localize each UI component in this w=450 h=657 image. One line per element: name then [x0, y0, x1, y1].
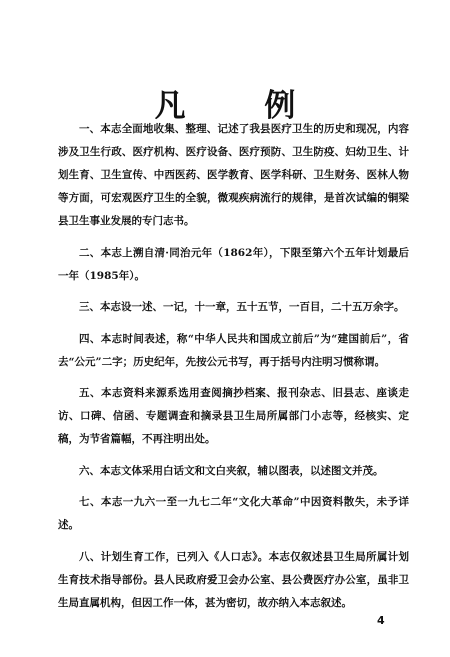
- paragraph-7: 七、本志一九六一至一九七二年“文化大革命”中因资料散失，未予详述。: [58, 496, 409, 531]
- paragraph-6: 六、本志文体采用白话文和文白夹叙，辅以图表，以述图文并茂。: [79, 464, 384, 477]
- paragraph-2: 二、本志上溯自清·同治元年（1862年），下限至第六个五年计划最后一年（1985年）。: [58, 246, 409, 282]
- paragraph-8: 八、计划生育工作，已列入《人口志》。本志仅叙述县卫生局所属计划生育技术指导部份。县人民政府爱卫会办公室、县公费医疗办公室，虽非卫生局直属机构，但因工作一体，甚为密切，故亦纳入本志叙述。: [58, 550, 409, 609]
- paragraph-3: 三、本志设一述、一记，十一章，五十五节，一百目，二十五万余字。: [79, 301, 405, 313]
- page-number: 4: [377, 614, 385, 627]
- paragraph-4: 四、本志时间表述，称“中华人民共和国成立前后”为“建国前后”，省去“公元”二字；历史纪年，先按公元书写，再于括号内注明习惯称谓。: [58, 332, 409, 368]
- document-body: [58, 118, 409, 623]
- paragraph-5: 五、本志资料来源系选用查阅摘抄档案、报刊杂志、旧县志、座谈走访、口碑、信函、专题调查和摘录县卫生局所属部门小志等，经核实、定稿，为节省篇幅，不再注明出处。: [58, 387, 409, 445]
- paragraph-1: 一、本志全面地收集、整理、记述了我县医疗卫生的历史和现况，内容涉及卫生行政、医疗机构、医疗设备、医疗预防、卫生防疫、妇幼卫生、计划生育、卫生宣传、中西医药、医学教育、医学科研、卫生财务、医林人物等方面，可宏观医疗卫生的全貌，微观疾病流行的规律，是首次试编的铜梁县卫生事业发展的专门志书。: [58, 123, 409, 227]
- page-title: 凡 例: [154, 88, 330, 124]
